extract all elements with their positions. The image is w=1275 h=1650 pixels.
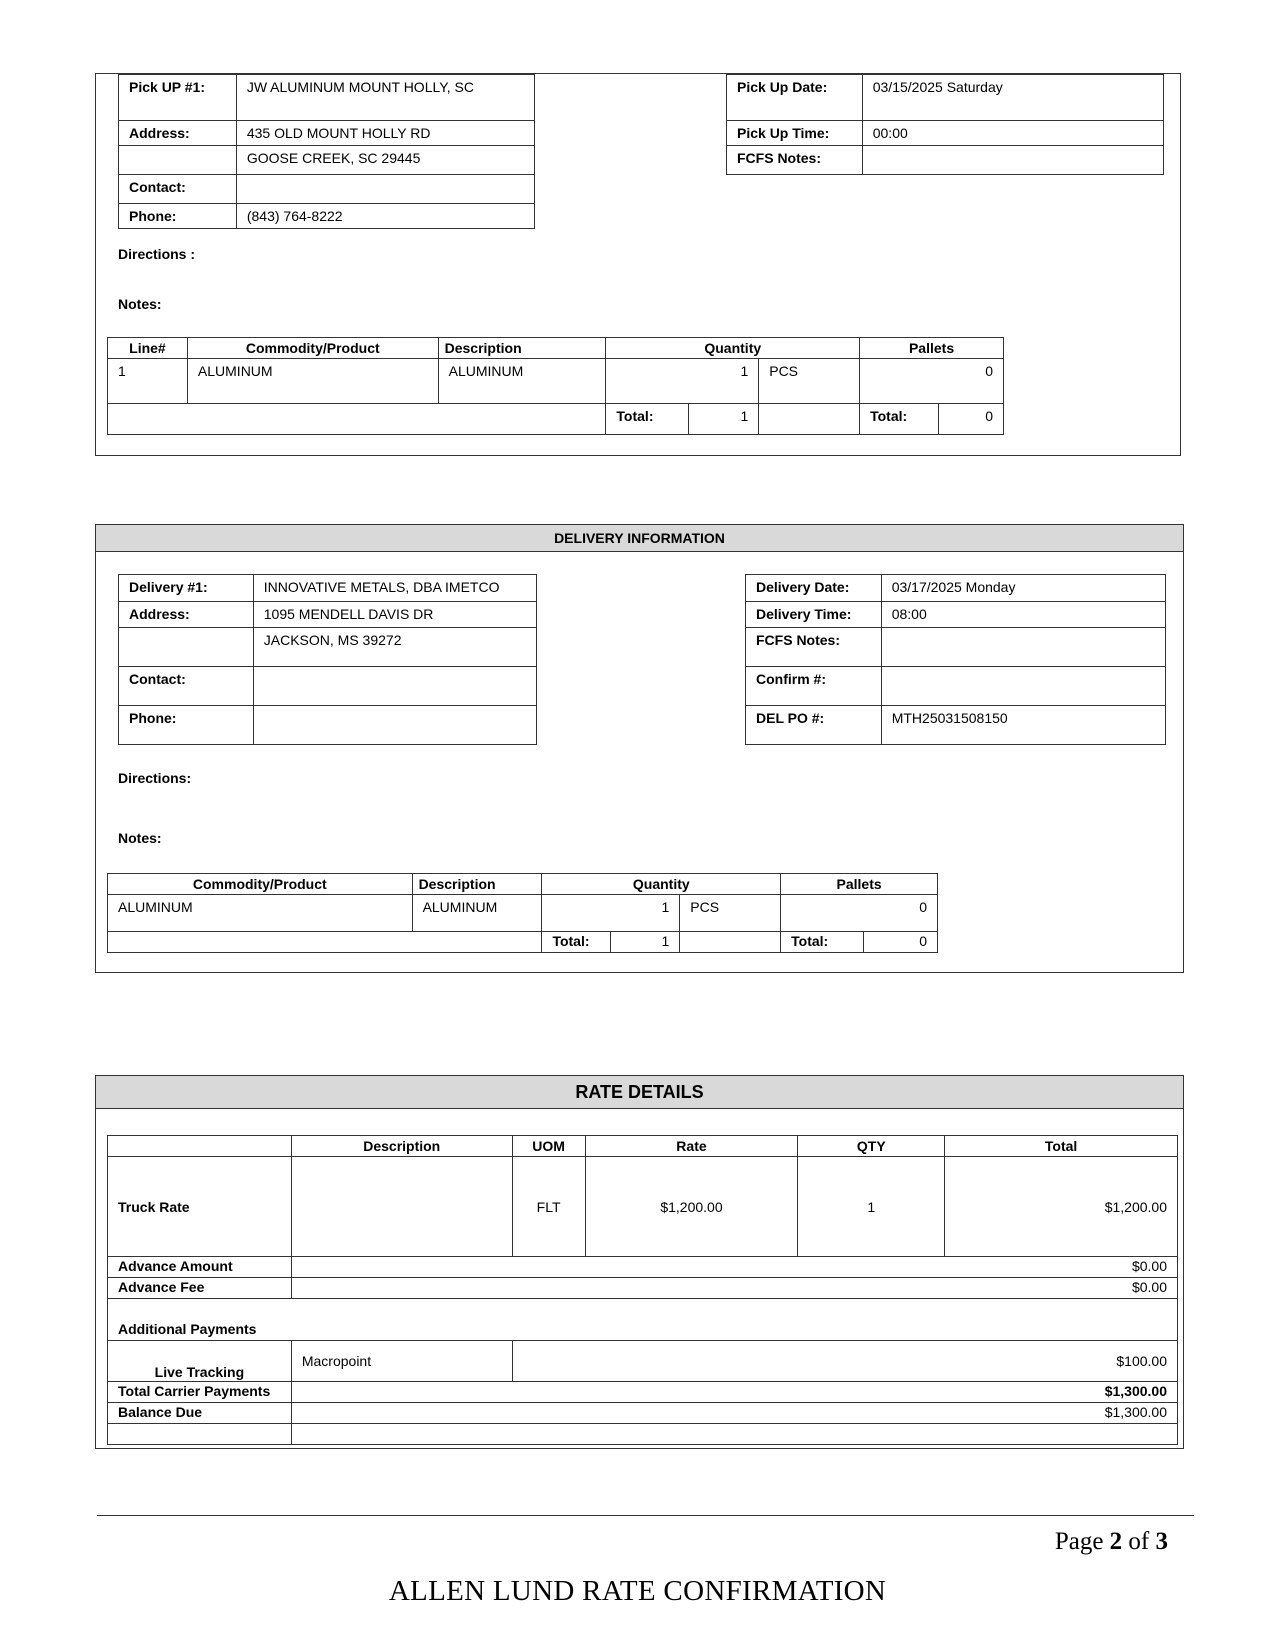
total-carrier-payments-label: Total Carrier Payments (108, 1382, 292, 1403)
delivery-fcfs-label: FCFS Notes: (746, 628, 882, 667)
pickup-contact-label: Contact: (119, 175, 237, 204)
pickup-address-table (118, 74, 535, 229)
pickup-items-header-line: Line# (108, 338, 188, 359)
pickup-phone-value: (843) 764-8222 (236, 204, 534, 229)
pickup-items-header-commodity: Commodity/Product (187, 338, 438, 359)
delivery-number-label: Delivery #1: (119, 575, 254, 602)
delivery-qty-total: 1 (611, 932, 680, 953)
live-tracking-description: Macropoint (291, 1341, 512, 1382)
delivery-items-header-description: Description (412, 874, 542, 895)
rate-header-rate: Rate (585, 1136, 798, 1157)
delivery-phone-label: Phone: (119, 706, 254, 745)
pickup-date-label: Pick Up Date: (727, 75, 863, 121)
delivery-section-title: DELIVERY INFORMATION (96, 525, 1183, 552)
pickup-qty-total-label: Total: (606, 404, 689, 435)
pickup-address-line2: GOOSE CREEK, SC 29445 (236, 146, 534, 175)
pickup-qty-total: 1 (689, 404, 759, 435)
pickup-pallets-total-label: Total: (860, 404, 939, 435)
page-of: of (1122, 1528, 1156, 1555)
delivery-time-label: Delivery Time: (746, 602, 882, 628)
truck-rate-description (291, 1157, 512, 1257)
delivery-address-line1: 1095 MENDELL DAVIS DR (253, 602, 536, 628)
delivery-items-header-quantity: Quantity (542, 874, 781, 895)
truck-rate-uom: FLT (512, 1157, 585, 1257)
total-carrier-payments-value: $1,300.00 (291, 1382, 1177, 1403)
truck-rate-rate: $1,200.00 (585, 1157, 798, 1257)
pickup-phone-label: Phone: (119, 204, 237, 229)
additional-payments-label: Additional Payments (108, 1299, 1178, 1341)
delivery-phone-value (253, 706, 536, 745)
pickup-time-value: 00:00 (862, 121, 1163, 146)
delivery-po-label: DEL PO #: (746, 706, 882, 745)
advance-amount-value: $0.00 (291, 1257, 1177, 1278)
delivery-items-header-pallets: Pallets (781, 874, 938, 895)
delivery-qty-total-label: Total: (542, 932, 611, 953)
live-tracking-label: Live Tracking (108, 1341, 292, 1382)
pickup-items-header-description: Description (438, 338, 606, 359)
rate-header-description: Description (291, 1136, 512, 1157)
delivery-po-value: MTH25031508150 (881, 706, 1165, 745)
delivery-item-unit: PCS (680, 895, 781, 932)
footer-divider (97, 1515, 1194, 1516)
delivery-item-commodity: ALUMINUM (108, 895, 413, 932)
pickup-number-label: Pick UP #1: (119, 75, 237, 121)
delivery-date-value: 03/17/2025 Monday (881, 575, 1165, 602)
page-total: 3 (1155, 1528, 1168, 1555)
delivery-pallets-total-label: Total: (781, 932, 864, 953)
rate-details-title: RATE DETAILS (96, 1076, 1183, 1109)
balance-due-value: $1,300.00 (291, 1403, 1177, 1424)
pickup-fcfs-value (862, 146, 1163, 175)
delivery-fcfs-value (881, 628, 1165, 667)
pickup-item-description: ALUMINUM (438, 359, 606, 404)
advance-fee-label: Advance Fee (108, 1278, 292, 1299)
page-number (1055, 1528, 1168, 1556)
page-prefix: Page (1054, 1528, 1110, 1555)
delivery-notes-label: Notes: (118, 830, 162, 846)
pickup-item-line: 1 (108, 359, 188, 404)
table-row (108, 359, 1004, 404)
delivery-pallets-total: 0 (864, 932, 938, 953)
advance-amount-label: Advance Amount (108, 1257, 292, 1278)
pickup-items-table (107, 337, 1004, 435)
balance-due-label: Balance Due (108, 1403, 292, 1424)
truck-rate-qty: 1 (798, 1157, 945, 1257)
delivery-item-qty: 1 (542, 895, 680, 932)
pickup-schedule-table (726, 74, 1164, 175)
delivery-name: INNOVATIVE METALS, DBA IMETCO (253, 575, 536, 602)
pickup-address-line1: 435 OLD MOUNT HOLLY RD (236, 121, 534, 146)
delivery-directions-label: Directions: (118, 770, 192, 786)
delivery-item-pallets: 0 (781, 895, 938, 932)
pickup-item-commodity: ALUMINUM (187, 359, 438, 404)
pickup-items-header-pallets: Pallets (860, 338, 1004, 359)
table-row (108, 895, 938, 932)
pickup-item-pallets: 0 (860, 359, 1004, 404)
delivery-item-description: ALUMINUM (412, 895, 542, 932)
pickup-items-header-quantity: Quantity (606, 338, 860, 359)
rate-header-total: Total (945, 1136, 1178, 1157)
delivery-time-value: 08:00 (881, 602, 1165, 628)
pickup-item-unit: PCS (759, 359, 860, 404)
pickup-name: JW ALUMINUM MOUNT HOLLY, SC (236, 75, 534, 121)
rate-details-table (107, 1135, 1178, 1445)
delivery-schedule-table (745, 574, 1166, 745)
truck-rate-label: Truck Rate (108, 1157, 292, 1257)
pickup-address-label: Address: (119, 121, 237, 146)
delivery-items-table (107, 873, 938, 953)
pickup-item-qty: 1 (606, 359, 759, 404)
table-row (108, 1157, 1178, 1257)
advance-fee-value: $0.00 (291, 1278, 1177, 1299)
delivery-address-line2: JACKSON, MS 39272 (253, 628, 536, 667)
page-current: 2 (1109, 1528, 1123, 1555)
truck-rate-total: $1,200.00 (945, 1157, 1178, 1257)
pickup-time-label: Pick Up Time: (727, 121, 863, 146)
delivery-confirm-label: Confirm #: (746, 667, 882, 706)
pickup-date-value: 03/15/2025 Saturday (862, 75, 1163, 121)
document-footer-title: ALLEN LUND RATE CONFIRMATION (388, 1575, 887, 1607)
pickup-contact-value (236, 175, 534, 204)
live-tracking-amount: $100.00 (512, 1341, 1177, 1382)
rate-header-qty: QTY (798, 1136, 945, 1157)
pickup-fcfs-label: FCFS Notes: (727, 146, 863, 175)
delivery-items-header-commodity: Commodity/Product (108, 874, 413, 895)
pickup-pallets-total: 0 (939, 404, 1004, 435)
table-row (108, 1341, 1178, 1382)
delivery-address-label: Address: (119, 602, 254, 628)
delivery-contact-label: Contact: (119, 667, 254, 706)
delivery-confirm-value (881, 667, 1165, 706)
delivery-date-label: Delivery Date: (746, 575, 882, 602)
pickup-notes-label: Notes: (118, 296, 162, 312)
delivery-address-table (118, 574, 537, 745)
delivery-contact-value (253, 667, 536, 706)
rate-header-uom: UOM (512, 1136, 585, 1157)
pickup-directions-label: Directions : (118, 246, 196, 262)
